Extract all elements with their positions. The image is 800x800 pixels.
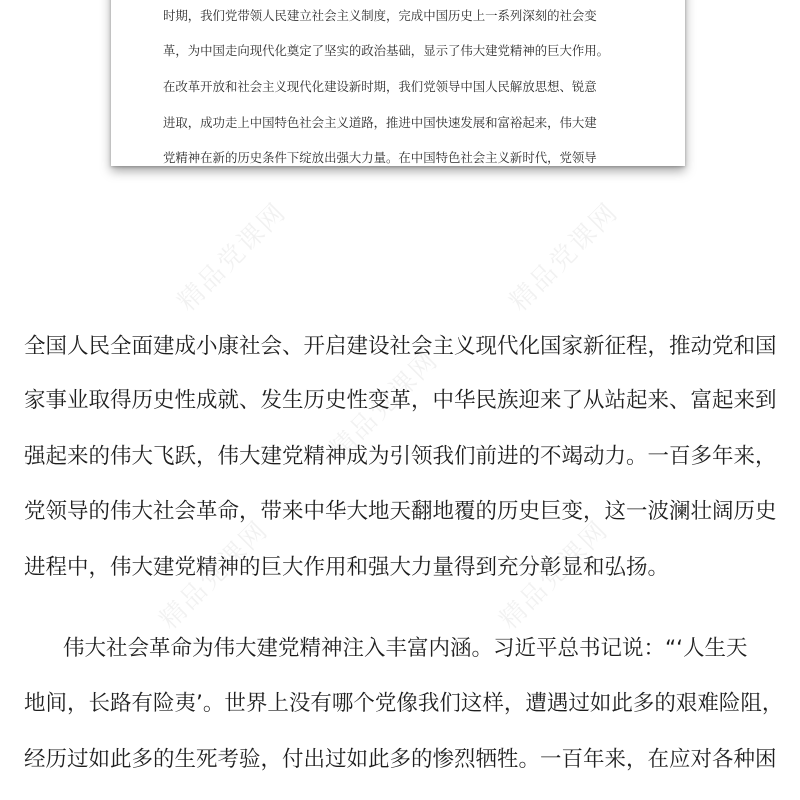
- card-text-line: 在改革开放和社会主义现代化建设新时期，我们党领导中国人民解放思想、锐意: [163, 79, 597, 94]
- body-text-line: 强起来的伟大飞跃，伟大建党精神成为引领我们前进的不竭动力。一百多年来，: [24, 444, 777, 469]
- body-text-line: 伟大社会革命为伟大建党精神注入丰富内涵。习近平总书记说：“‘人生天: [63, 636, 748, 661]
- body-text-line: 经历过如此多的生死考验，付出过如此多的惨烈牺牲。一百年来，在应对各种困: [24, 747, 777, 772]
- body-text-line: 全国人民全面建成小康社会、开启建设社会主义现代化国家新征程，推动党和国: [24, 334, 777, 359]
- watermark: 精品党课网: [324, 345, 445, 466]
- body-text-line: 地间，长路有险夷’。世界上没有哪个党像我们这样，遭遇过如此多的艰难险阻，: [24, 691, 784, 716]
- watermark: 精品党课网: [172, 197, 293, 318]
- card-text-line: 革，为中国走向现代化奠定了坚实的政治基础，显示了伟大建党精神的巨大作用。: [163, 43, 610, 58]
- watermark: 精品党课网: [154, 515, 275, 636]
- card-text-line: 进取，成功走上中国特色社会主义道路，推进中国快速发展和富裕起来，伟大建: [163, 115, 597, 130]
- card-text-line: 党精神在新的历史条件下绽放出强大力量。在中国特色社会主义新时代，党领导: [163, 150, 597, 165]
- body-text-line: 家事业取得历史性成就、发生历史性变革，中华民族迎来了从站起来、富起来到: [24, 388, 777, 413]
- watermark: 精品党课网: [504, 197, 625, 318]
- body-text-line: 党领导的伟大社会革命，带来中华大地天翻地覆的历史巨变，这一波澜壮阔历史: [24, 499, 777, 524]
- card-text-line: 时期，我们党带领人民建立社会主义制度，完成中国历史上一系列深刻的社会变: [163, 8, 597, 23]
- body-text-line: 进程中，伟大建党精神的巨大作用和强大力量得到充分彰显和弘扬。: [24, 555, 670, 580]
- watermark: 精品党课网: [494, 515, 615, 636]
- document-card: [111, 0, 685, 166]
